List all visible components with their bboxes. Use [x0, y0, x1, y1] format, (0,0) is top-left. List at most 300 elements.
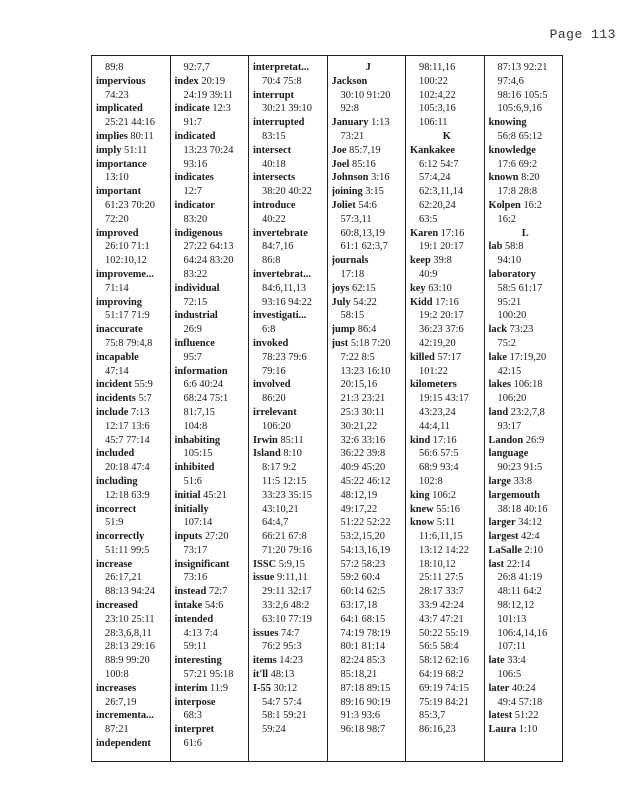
index-page-refs: 93:16 94:22 [262, 296, 312, 308]
index-term: joining [331, 186, 363, 198]
index-page-refs: 92:7,7 [183, 62, 210, 73]
index-term: LaSalle [488, 544, 522, 556]
index-entry [96, 351, 170, 365]
index-page-refs: 28:13 29:16 [105, 641, 155, 653]
index-page-refs: 73:23 [509, 324, 534, 336]
index-page-refs: 43:10,21 [262, 503, 299, 515]
index-page-refs: 25:21 44:16 [105, 117, 155, 129]
index-page-refs: 38:18 40:16 [497, 503, 548, 515]
index-entry [253, 406, 327, 420]
index-page-refs: 33:8 [513, 475, 533, 487]
index-term: increases [96, 682, 137, 694]
index-term: laboratory [488, 268, 536, 280]
index-term: interim [174, 682, 208, 694]
index-page-refs: 62:20,24 [419, 199, 456, 211]
index-page-refs: 57:21 95:18 [183, 669, 234, 681]
index-page-refs: 73:16 [183, 572, 208, 584]
page-number: Page 113 [549, 27, 616, 42]
index-page-refs: 40:9 [419, 268, 438, 280]
index-entry [253, 116, 327, 130]
index-entry [96, 268, 170, 282]
index-page-refs: 12:3 [212, 103, 231, 115]
index-page-refs: 13:23 16:10 [340, 365, 391, 377]
index-letter-heading: K [442, 130, 451, 142]
index-page-refs: 57:17 [437, 351, 462, 363]
index-page-refs: 68:24 75:1 [183, 393, 229, 405]
index-term: incidents [96, 393, 136, 405]
index-term: incapable [96, 351, 139, 363]
index-term: index [174, 75, 199, 87]
index-page-refs: 17:16 [435, 296, 459, 308]
index-entry [253, 447, 327, 461]
index-page-refs: 83:15 [262, 130, 286, 142]
index-entry [253, 627, 327, 641]
index-page-refs: 62:3,11,14 [419, 186, 464, 198]
index-term: instead [174, 586, 207, 598]
index-page-refs: 1:13 [371, 117, 390, 129]
index-term: knowing [488, 117, 527, 129]
index-page-refs: 17:16 [432, 434, 457, 446]
index-term: included [96, 448, 135, 460]
index-page-refs: 26:8 41:19 [497, 572, 543, 584]
index-page-refs: 61:1 62:3,7 [340, 241, 388, 253]
index-page-refs: 68:9 93:4 [419, 462, 459, 474]
word-index-table [91, 55, 563, 762]
index-page-refs: 68:3 [183, 710, 202, 722]
index-term: intended [174, 613, 214, 625]
index-page-refs: 47:14 [105, 365, 129, 377]
index-entry [332, 254, 406, 268]
index-page-refs: 40:24 [511, 682, 536, 694]
index-page-refs: 36:22 39:8 [340, 448, 386, 460]
index-term: Irwin [253, 434, 278, 446]
index-entry [410, 489, 484, 503]
index-page-refs: 12:18 63:9 [105, 489, 150, 501]
index-page-refs: 5:11 [436, 517, 455, 529]
index-entry [96, 447, 170, 461]
index-page-refs: 26:9 [525, 434, 545, 446]
index-entry [332, 282, 406, 296]
index-entry [175, 461, 249, 475]
index-term: language [488, 448, 529, 460]
index-term: irrelevant [253, 406, 297, 418]
index-entry [410, 254, 484, 268]
index-term: key [410, 282, 426, 294]
index-page-refs: 22:14 [506, 558, 531, 570]
index-entry [96, 185, 170, 199]
index-page-refs: 8:10 [283, 448, 302, 460]
index-term: intersect [253, 144, 292, 156]
index-page-refs: 95:7 [183, 351, 202, 363]
index-term: indicator [174, 199, 215, 211]
index-entry [410, 351, 484, 365]
index-page-refs: 55:16 [436, 503, 460, 515]
index-term: imply [96, 144, 122, 156]
index-page-refs: 30:10 91:20 [340, 89, 391, 101]
index-entry [175, 337, 249, 351]
index-term: invertebrat... [253, 268, 311, 280]
index-page-refs: 14:23 [279, 655, 303, 667]
index-term: lack [488, 324, 507, 336]
index-term: it'll [253, 669, 269, 681]
index-page-refs: 85:18,21 [340, 669, 378, 681]
index-term: Kankakee [410, 144, 456, 156]
index-page-refs: 91:3 93:6 [340, 710, 381, 722]
index-page-refs: 102:10,12 [105, 255, 147, 267]
index-page-refs: 3:15 [365, 186, 384, 198]
index-page-refs: 7:22 8:5 [340, 351, 375, 363]
index-entry [253, 378, 327, 392]
index-term: indicate [174, 103, 210, 115]
index-page-refs: 20:18 47:4 [105, 462, 150, 474]
index-term: interpretat... [253, 62, 310, 73]
index-term: incorrect [96, 503, 137, 515]
index-page-refs: 72:20 [105, 213, 129, 225]
index-page-refs: 49:4 57:18 [497, 696, 543, 708]
index-entry [96, 530, 170, 544]
index-entry [332, 158, 406, 172]
index-page-refs: 53:2,15,20 [340, 531, 385, 543]
index-entry [175, 365, 249, 379]
index-page-refs: 74:7 [281, 627, 300, 639]
index-term: Island [253, 448, 281, 460]
index-term: independent [96, 738, 151, 750]
index-page-refs: 25:3 30:11 [340, 406, 385, 418]
index-term: influence [174, 337, 215, 349]
index-page-refs: 63:17,18 [340, 600, 378, 612]
index-entry [96, 475, 170, 489]
index-page-refs: 42:15 [497, 365, 522, 377]
index-page-refs: 85:16 [352, 158, 376, 170]
index-term: incorrectly [96, 531, 145, 543]
index-page-refs: 20:19 [201, 75, 226, 87]
index-page-refs: 93:16 [183, 158, 208, 170]
index-page-refs: 61:6 [183, 738, 202, 750]
index-term: knowledge [488, 144, 536, 156]
index-page-refs: 64:1 68:15 [340, 613, 386, 625]
index-term: improved [96, 227, 139, 239]
index-term: initially [174, 503, 209, 515]
index-entry [489, 447, 563, 461]
index-page-refs: 17:8 28:8 [497, 186, 538, 198]
index-page-refs: 17:16 [440, 227, 465, 239]
index-page-refs: 89:16 90:19 [340, 696, 391, 708]
index-page-refs: 96:18 98:7 [340, 724, 386, 736]
index-term: joys [331, 282, 350, 294]
index-entry [253, 199, 327, 213]
index-term: inaccurate [96, 324, 143, 336]
index-term: know [410, 517, 435, 529]
index-page-refs: 6:6 40:24 [183, 379, 224, 391]
index-page-refs: 101:13 [497, 613, 527, 625]
index-entry [253, 571, 327, 585]
index-term: I-55 [253, 682, 271, 694]
index-entry [96, 682, 170, 696]
index-entry [96, 323, 170, 337]
index-entry [96, 75, 170, 89]
index-entry [489, 406, 563, 420]
index-page-refs: 104:8 [183, 420, 208, 432]
index-page-refs: 84:7,16 [262, 241, 294, 253]
index-page-refs: 42:19,20 [419, 337, 456, 349]
index-page-refs: 71:14 [105, 282, 129, 294]
index-page-refs: 74:23 [105, 89, 129, 101]
index-term: issues [253, 627, 279, 639]
index-page-refs: 90:23 91:5 [497, 462, 543, 474]
index-entry [332, 337, 406, 351]
index-page-refs: 57:2 58:23 [340, 558, 386, 570]
index-term: journals [331, 255, 369, 267]
index-term: intake [174, 600, 203, 612]
index-page-refs: 51:6 [183, 475, 202, 487]
index-page-refs: 48:13 [270, 669, 295, 681]
index-term: investigati... [253, 310, 307, 322]
index-page-refs: 80:11 [130, 130, 154, 142]
index-page-refs: 58:5 61:17 [497, 282, 543, 294]
index-term: insignificant [174, 558, 230, 570]
index-entry [332, 171, 406, 185]
index-page-refs: 19:15 43:17 [419, 393, 469, 405]
index-page-refs: 97:4,6 [497, 75, 524, 87]
index-page-refs: 45:21 [203, 489, 227, 501]
index-entry [175, 696, 249, 710]
index-entry [253, 171, 327, 185]
index-entry [175, 309, 249, 323]
index-page-refs: 20:15,16 [340, 379, 378, 391]
index-term: industrial [174, 310, 218, 322]
index-entry [253, 61, 327, 75]
index-term: indigenous [174, 227, 223, 239]
index-term: invoked [253, 337, 289, 349]
index-page-refs: 56:6 57:5 [419, 448, 459, 460]
index-page-refs: 16:2 [523, 199, 542, 211]
index-entry [410, 282, 484, 296]
index-entry [175, 599, 249, 613]
index-page-refs: 45:7 77:14 [105, 434, 150, 446]
index-page-refs: 86:8 [262, 255, 281, 267]
index-term: Kidd [410, 296, 433, 308]
index-page-refs: 11:6,11,15 [419, 531, 463, 543]
index-page-refs: 56:5 58:4 [419, 641, 459, 653]
index-entry [489, 475, 563, 489]
index-term: implicated [96, 103, 143, 115]
index-entry [175, 434, 249, 448]
index-page-refs: 19:2 20:17 [419, 310, 464, 322]
index-entry [175, 130, 249, 144]
index-page-refs: 30:12 [273, 682, 298, 694]
index-page-refs: 7:13 [130, 406, 150, 418]
index-page-refs: 17:18 [340, 268, 365, 280]
index-entry [410, 503, 484, 517]
index-page-refs: 58:8 [504, 241, 524, 253]
index-page-refs: 32:6 33:16 [340, 434, 386, 446]
index-term: Johnson [331, 172, 369, 184]
index-entry [175, 282, 249, 296]
index-page-refs: 86:20 [262, 393, 286, 405]
index-entry [175, 503, 249, 517]
index-entry [96, 558, 170, 572]
index-page-refs: 89:8 [105, 62, 124, 73]
index-term: Laura [488, 724, 517, 736]
index-page-refs: 50:22 55:19 [419, 627, 469, 639]
index-page-refs: 13:23 70:24 [183, 144, 234, 156]
index-entry [332, 296, 406, 310]
index-entry [253, 654, 327, 668]
index-page-refs: 30:21,22 [340, 420, 378, 432]
index-page-refs: 98:12,12 [497, 600, 535, 612]
index-page-refs: 51:17 71:9 [105, 310, 150, 322]
index-entry [96, 102, 170, 116]
index-entry [489, 682, 563, 696]
index-term: Joliet [331, 199, 356, 211]
index-page-refs: 8:20 [521, 172, 540, 184]
index-page-refs: 64:19 68:2 [419, 669, 464, 681]
index-column [328, 56, 407, 761]
index-page-refs: 23:2,7,8 [510, 406, 545, 418]
index-page-refs: 91:7 [183, 117, 202, 129]
index-page-refs: 13:12 14:22 [419, 544, 469, 556]
index-term: knew [410, 503, 434, 515]
index-term: impervious [96, 75, 146, 87]
index-page-refs: 26:17,21 [105, 572, 142, 584]
index-term: latest [488, 710, 513, 722]
index-entry [175, 102, 249, 116]
index-term: large [488, 475, 512, 487]
index-entry [332, 199, 406, 213]
index-page-refs: 82:24 85:3 [340, 655, 386, 667]
index-page-refs: 19:1 20:17 [419, 241, 464, 253]
index-entry [489, 144, 563, 158]
index-page-refs: 85:3,7 [419, 710, 446, 722]
index-term: January [331, 117, 369, 129]
index-term: increase [96, 558, 133, 570]
index-entry [489, 654, 563, 668]
index-page-refs: 64:4,7 [262, 517, 289, 529]
index-entry [96, 378, 170, 392]
index-entry [253, 89, 327, 103]
index-term: just [331, 337, 349, 349]
index-term: items [253, 655, 277, 667]
index-entry [175, 558, 249, 572]
index-page-refs: 69:19 74:15 [419, 682, 469, 694]
index-page-refs: 43:7 47:21 [419, 613, 464, 625]
index-page-refs: 106:4,14,16 [497, 627, 548, 639]
index-entry [96, 227, 170, 241]
index-entry [96, 709, 170, 723]
index-column [485, 56, 563, 761]
index-page-refs: 80:1 81:14 [340, 641, 386, 653]
index-entry [489, 709, 563, 723]
index-term: individual [174, 282, 220, 294]
index-term: improveme... [96, 268, 154, 280]
index-page-refs: 54:7 57:4 [262, 696, 302, 708]
index-page-refs: 72:7 [208, 586, 228, 598]
index-entry [489, 171, 563, 185]
index-term: importance [96, 158, 147, 170]
index-term: ISSC [253, 558, 277, 570]
index-term: lake [488, 351, 507, 363]
index-page-refs: 105:6,9,16 [497, 103, 542, 115]
index-letter-heading: L [521, 227, 529, 239]
index-term: Joel [331, 158, 350, 170]
index-page-refs: 33:2,6 48:2 [262, 600, 310, 612]
index-page-refs: 78:23 79:6 [262, 351, 307, 363]
index-term: kind [410, 434, 431, 446]
index-page-refs: 11:5 12:15 [262, 475, 307, 487]
index-entry [253, 309, 327, 323]
index-entry [96, 599, 170, 613]
index-page-refs: 72:15 [183, 296, 208, 308]
index-entry [175, 654, 249, 668]
index-page-refs: 102:4,22 [419, 89, 456, 101]
index-page-refs: 98:16 105:5 [497, 89, 548, 101]
index-entry [410, 434, 484, 448]
index-page-refs: 59:2 60:4 [340, 572, 381, 584]
index-entry [253, 268, 327, 282]
index-entry [96, 392, 170, 406]
index-entry [489, 530, 563, 544]
index-page-refs: 106:2 [432, 489, 456, 501]
index-page-refs: 33:4 [507, 655, 526, 667]
index-entry [332, 185, 406, 199]
index-term: Kolpen [488, 199, 521, 211]
index-page-refs: 9:11,11 [276, 572, 308, 584]
index-page-refs: 60:14 62:5 [340, 586, 386, 598]
index-page-refs: 17:19,20 [509, 351, 547, 363]
index-entry [96, 144, 170, 158]
index-entry [96, 158, 170, 172]
index-page-refs: 25:11 27:5 [419, 572, 464, 584]
index-page-refs: 30:21 39:10 [262, 103, 312, 115]
index-term: last [488, 558, 505, 570]
index-page-refs: 60:8,13,19 [340, 227, 385, 239]
index-term: information [174, 365, 228, 377]
index-term: killed [410, 351, 435, 363]
index-page-refs: 88:9 99:20 [105, 655, 150, 667]
index-entry [410, 516, 484, 530]
index-term: indicates [174, 172, 214, 184]
index-page-refs: 58:1 59:21 [262, 710, 307, 722]
index-page-refs: 33:9 42:24 [419, 600, 464, 612]
index-term: inputs [174, 531, 203, 543]
index-page-refs: 83:22 [183, 268, 208, 280]
index-term: Joe [331, 144, 347, 156]
index-term: larger [488, 517, 516, 529]
index-page-refs: 29:11 32:17 [262, 586, 312, 598]
index-page-refs: 51:11 99:5 [105, 544, 150, 556]
index-page-refs: 24:19 39:11 [183, 89, 234, 101]
index-term: late [488, 655, 505, 667]
index-term: improving [96, 296, 142, 308]
index-term: interpose [174, 696, 216, 708]
index-entry [489, 489, 563, 503]
index-term: kilometers [410, 379, 457, 391]
index-page-refs: 43:23,24 [419, 406, 456, 418]
index-page-refs: 51:9 [105, 517, 124, 529]
index-page-refs: 12:17 13:6 [105, 420, 150, 432]
index-page-refs: 5:9,15 [278, 558, 305, 570]
index-page-refs: 54:6 [204, 600, 224, 612]
index-entry [410, 378, 484, 392]
index-page-refs: 83:20 [183, 213, 208, 225]
index-page-refs: 59:24 [262, 724, 286, 736]
index-page-refs: 11:9 [210, 682, 229, 694]
index-page-refs: 75:19 84:21 [419, 696, 469, 708]
index-term: incident [96, 379, 132, 391]
index-entry [489, 116, 563, 130]
index-page-refs: 106:18 [513, 379, 543, 391]
index-page-refs: 106:20 [497, 393, 527, 405]
